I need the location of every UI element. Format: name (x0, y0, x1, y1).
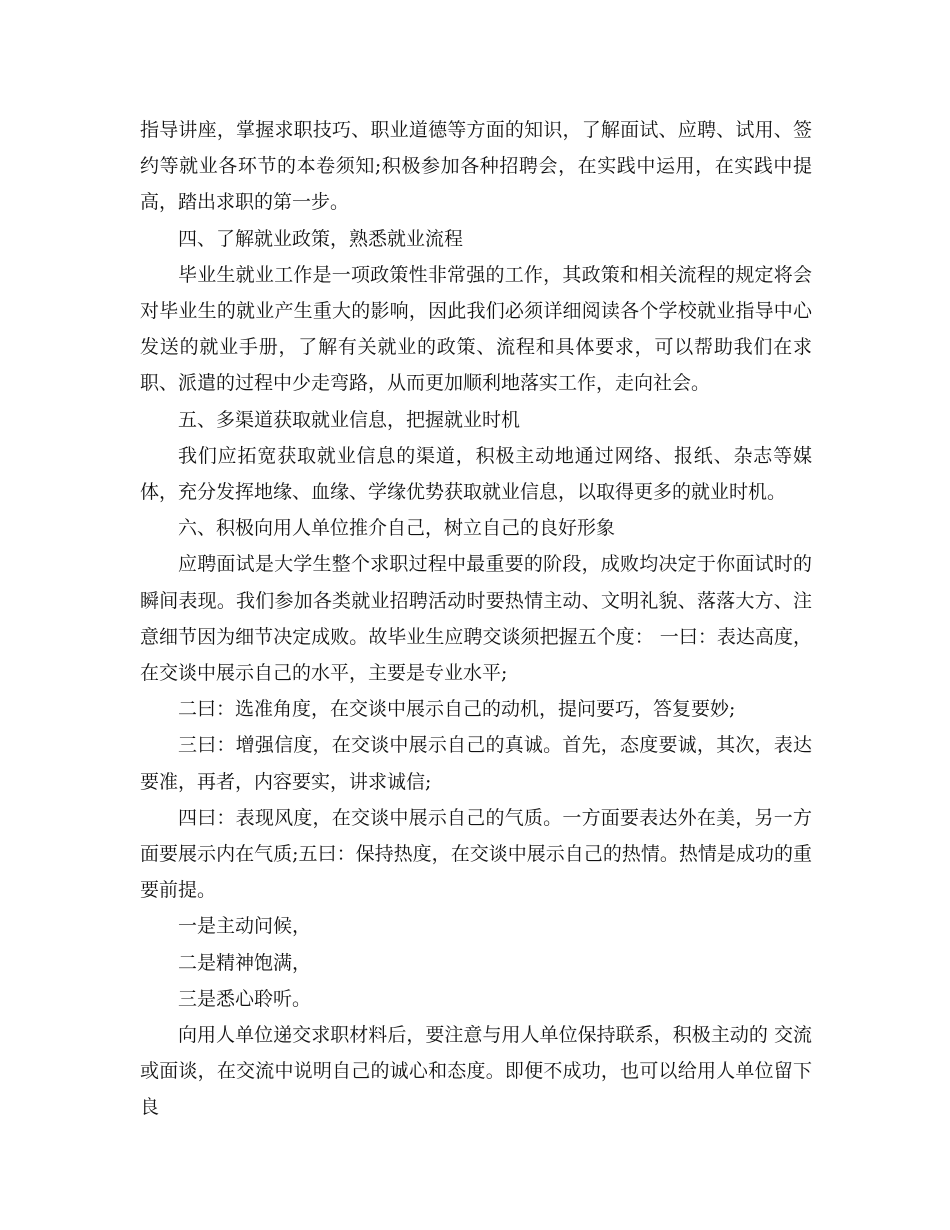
section-heading-6: 六、积极向用人单位推介自己，树立自己的良好形象 (178, 517, 616, 540)
paragraph-section-5: 我们应拓宽获取就业信息的渠道，积极主动地通过网络、报纸、杂志等媒体，充分发挥地缘、血缘、学缘优势获取就业信息，以取得更多的就业时机。 (140, 444, 812, 504)
list-item-2: 二是精神饱满， (178, 951, 312, 974)
paragraph-section-4: 毕业生就业工作是一项政策性非常强的工作，其政策和相关流程的规定将会对毕业生的就业产生重大的影响，因此我们必须详细阅读各个学校就业指导中心发送的就业手册，了解有关就业的政策、流程和具体要求，可以帮助我们在求职、派遣的过程中少走弯路，从而更加顺利地落实工作，走向社会。 (140, 263, 812, 395)
paragraph-degree-4-5: 四曰：表现风度，在交谈中展示自己的气质。一方面要表达外在美，另一方面要展示内在气质;五曰：保持热度，在交谈中展示自己的热情。热情是成功的重要前提。 (140, 806, 812, 902)
document-page (140, 112, 812, 1126)
list-item-1: 一是主动问候， (178, 915, 312, 938)
list-item-3: 三是悉心聆听。 (178, 987, 312, 1010)
paragraph-follow-up: 向用人单位递交求职材料后，要注意与用人单位保持联系，积极主动的 交流或面谈，在交流中说明自己的诚心和态度。即便不成功，也可以给用人单位留下良 (140, 1024, 812, 1119)
paragraph-section-6: 应聘面试是大学生整个求职过程中最重要的阶段，成败均决定于你面试时的瞬间表现。我们参加各类就业招聘活动时要热情主动、文明礼貌、落落大方、注意细节因为细节决定成败。故毕业生应聘交谈须把握五个度： 一曰：表达高度，在交谈中展示自己的水平，主要是专业水平; (140, 553, 812, 685)
section-heading-4: 四、了解就业政策，熟悉就业流程 (178, 227, 464, 250)
paragraph-degree-3: 三曰：增强信度，在交谈中展示自己的真诚。首先，态度要诚，其次，表达要准，再者，内容要实，讲求诚信; (140, 734, 812, 793)
paragraph-degree-2: 二曰：选准角度，在交谈中展示自己的动机，提问要巧，答复要妙; (178, 698, 736, 721)
paragraph-intro-continuation: 指导讲座，掌握求职技巧、职业道德等方面的知识，了解面试、应聘、试用、签约等就业各环节的本卷须知;积极参加各种招聘会，在实践中运用，在实践中提高，踏出求职的第一步。 (140, 119, 812, 214)
section-heading-5: 五、多渠道获取就业信息，把握就业时机 (178, 408, 521, 431)
